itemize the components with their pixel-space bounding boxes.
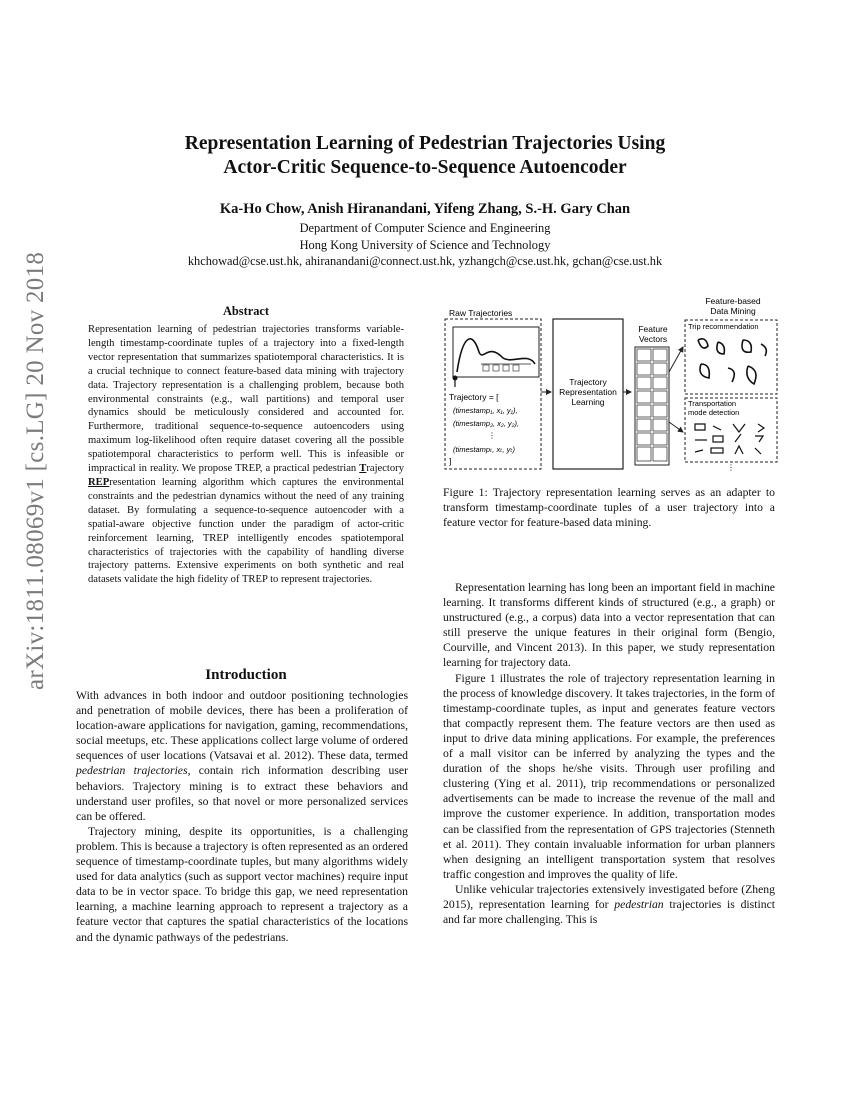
- department: Department of Computer Science and Engineering: [299, 221, 551, 235]
- trajectory-close: ]: [449, 456, 452, 466]
- trip-clusters: [698, 339, 766, 384]
- author-emails: khchowad@cse.ust.hk, ahiranandani@connect.ust.hk, yzhangch@cse.ust.hk, gchan@cse.ust.hk: [187, 254, 663, 269]
- trip-recommendation-box: [685, 320, 777, 394]
- intro-paragraph-2: Trajectory mining, despite its opportunities, is a challenging problem. This is because a trajectory is often represented as an ordered sequence of timestamp-coordinate tuples, but many algorithms widely used for data analytics (such as support vector machines) require input data to be in vector space. To bridge this gap, we need representation learning, a machine learning approach to represent a trajectory as a feature vector that captures the spatial characteristics of the locations and the dynamic pathways of the pedestrians.: [76, 824, 408, 944]
- intro-paragraph-1: With advances in both indoor and outdoor positioning technologies and penetration of mobile devices, there has been a proliferation of location-aware applications for navigation, gaming, recommendations, social meetups, etc. These applications collect large volume of ordered sequences of user locations (Vatsavai et al. 2012). These data, termed pedestrian trajectories, contain rich information describing user behaviors. Trajectory mining is to extract these behaviors and understand user profiles, so that novel or more personalized services can be offered.: [76, 689, 409, 823]
- transport-label-1: Transportation: [688, 399, 737, 408]
- figure-1-diagram: [443, 292, 778, 472]
- right-paragraph-2: Figure 1 illustrates the role of trajectory representation learning in the process of knowledge discovery. It takes trajectories, in the form of timestamp-coordinate tuples, as input and generates feature vectors that compactly represent them. The feature vectors are then used as input to drive data mining applications. For example, the preferences of a mall visitor can be inferred by analyzing the types and the duration of the shops he/she visits. Through user profiling and clustering (Ying et al. 2011), trip recommendations or personalized advertisements can be made to increase the revenue of the mall and improve the customer experience. In addition, transportation modes can be classified from the representation of GPS trajectories (Stenneth et al. 2011). They contain invaluable information for urban planners when designing an intelligent transportation system that resolves traffic congestion and improves the quality of life.: [443, 671, 775, 881]
- right-column-text: [443, 580, 775, 927]
- tuple-1: (timestamp₁, x₁, y₁),: [453, 406, 518, 415]
- introduction-heading: Introduction: [205, 667, 287, 683]
- box-label-1: Trajectory: [569, 377, 607, 387]
- svg-text:⋮: ⋮: [727, 463, 735, 472]
- tuple-ellipsis: ⋮: [488, 431, 496, 440]
- data-mining-label-2: Data Mining: [710, 306, 756, 316]
- data-mining-label-1: Feature-based: [705, 296, 761, 306]
- title-line-1: Representation Learning of Pedestrian Trajectories Using: [184, 133, 666, 154]
- title-line-2: Actor-Critic Sequence-to-Sequence Autoencoder: [223, 157, 627, 178]
- tuple-2: (timestamp₂, x₂, y₂),: [453, 419, 520, 428]
- transport-label-2: mode detection: [688, 408, 740, 417]
- transport-icons: [695, 424, 764, 454]
- feature-vector-grid: [635, 347, 669, 465]
- introduction-text: [76, 688, 408, 945]
- figure-1: [443, 292, 778, 472]
- right-paragraph-1: Representation learning has long been an important field in machine learning. It transforms different kinds of structured (e.g., a graph) or unstructured (e.g., a corpus) data into a vector representation that can still preserve the unique features in their original form (Bengio, Courville, and Vincent 2013). In this paper, we study representation learning for trajectory data.: [443, 581, 775, 670]
- raw-trajectories-label: Raw Trajectories: [449, 308, 513, 318]
- feature-vectors-label-2: Vectors: [638, 334, 668, 344]
- arxiv-identifier: arXiv:1811.08069v1 [cs.LG] 20 Nov 2018: [22, 251, 49, 690]
- figure-1-caption: Figure 1: Trajectory representation learning serves as an adapter to transform timestamp-coordinate tuples of a user trajectory into a feature vector for feature-based data mining.: [443, 486, 775, 530]
- tuple-T: (timestampₜ, xₜ, yₜ): [453, 445, 516, 454]
- feature-vectors-label-1: Feature: [638, 324, 668, 334]
- trajectory-open: Trajectory = [: [449, 392, 499, 402]
- box-label-3: Learning: [571, 397, 605, 407]
- trip-recommendation-label: Trip recommendation: [688, 322, 759, 331]
- pedestrian-icon: [453, 376, 458, 381]
- paper-title: [100, 132, 750, 180]
- university: Hong Kong University of Science and Technology: [299, 237, 551, 252]
- abstract-text: Representation learning of pedestrian trajectories transforms variable-length timestamp-coordinate tuples of a trajectory into a fixed-length vector representation that summarizes spatiotemporal characteristics. It is a crucial technique to connect feature-based data mining with trajectory data. Trajectory representation is a challenging problem, because both environmental constraints (e.g., wall partitions) and temporal user dynamics should be meticulously considered and accounted for. Furthermore, traditional sequence-to-sequence autoencoders using maximum log-likelihood often require dataset covering all the possible spatiotemporal characteristics to perform well. This is infeasible or impractical in reality. We propose TREP, a practical pedestrian Trajectory REPresentation learning algorithm which captures the environmental constraints and the pedestrian dynamics without the need of any training dataset. By formulating a sequence-to-sequence autoencoder with a spatial-aware objective function under the paradigm of actor-critic reinforcement learning, TREP intelligently encodes spatiotemporal characteristics of trajectories with the capability of handling diverse trajectory patterns. Extensive experiments on both synthetic and real datasets validate the high fidelity of TREP to represent trajectories.: [88, 324, 404, 586]
- right-paragraph-3: Unlike vehicular trajectories extensively investigated before (Zheng 2015), representation learning for pedestrian trajectories is distinct and far more challenging. This is: [443, 882, 775, 927]
- affiliation-block: [100, 220, 750, 270]
- abstract-heading: Abstract: [222, 304, 270, 318]
- author-list: Ka-Ho Chow, Anish Hiranandani, Yifeng Zhang, S.-H. Gary Chan: [219, 201, 631, 217]
- trajectory-path: [457, 339, 535, 372]
- box-label-2: Representation: [559, 387, 617, 397]
